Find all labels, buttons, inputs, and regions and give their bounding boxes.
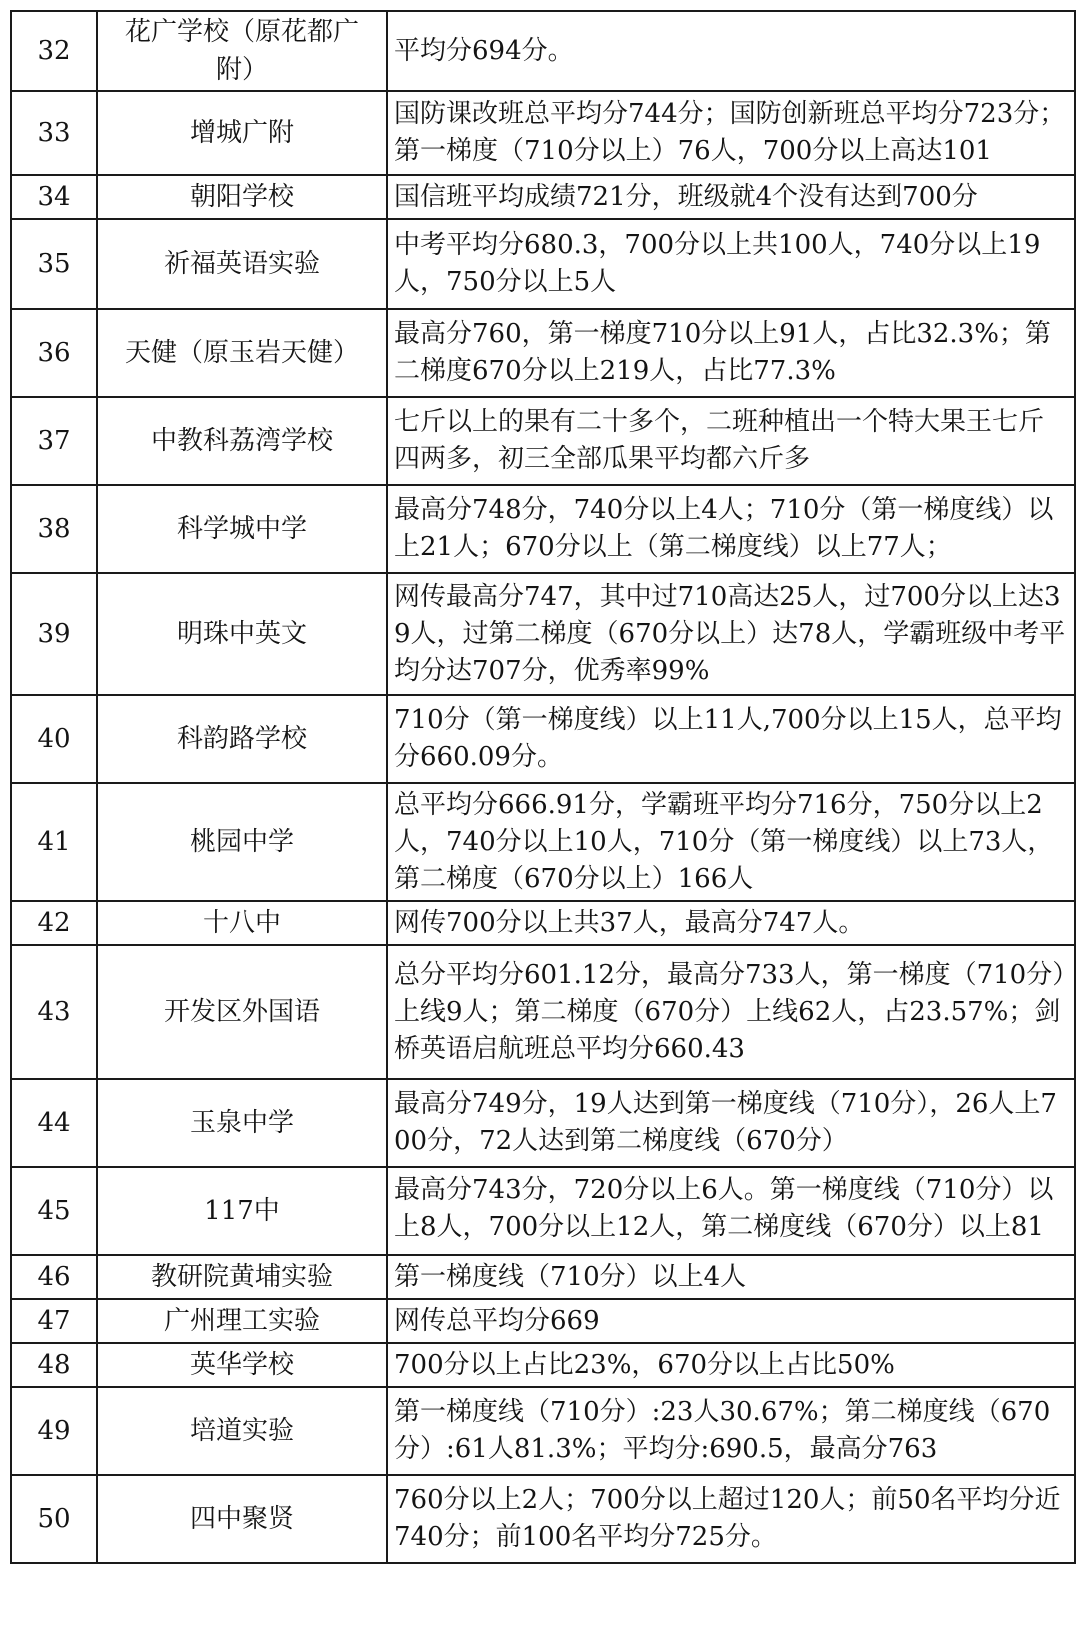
row-number: 37 <box>11 397 97 485</box>
row-number: 38 <box>11 485 97 573</box>
score-detail-text: 网传最高分747，其中过710高达25人，过700分以上达39人，过第二梯度（670分以上）达78人，学霸班级中考平均分达707分，优秀率99% <box>394 581 1066 686</box>
score-detail-text: 总平均分666.91分，学霸班平均分716分，750分以上2人，740分以上10人，710分（第一梯度线）以上73人，第二梯度（670分以上）166人 <box>394 789 1054 894</box>
school-name: 十八中 <box>97 901 387 945</box>
table-row <box>11 219 1075 309</box>
score-detail-text: 平均分694分。 <box>394 35 574 66</box>
score-detail <box>387 1167 1075 1255</box>
school-name: 117中 <box>97 1167 387 1255</box>
table-row <box>11 1387 1075 1475</box>
score-detail-text: 国防课改班总平均分744分；国防创新班总平均分723分；第一梯度（710分以上）76人，700分以上高达101 <box>394 99 1066 166</box>
score-detail <box>387 91 1075 175</box>
row-number: 46 <box>11 1255 97 1299</box>
row-number: 33 <box>11 91 97 175</box>
score-detail-text: 网传700分以上共37人，最高分747人。 <box>394 907 865 938</box>
table-row <box>11 1167 1075 1255</box>
table-row <box>11 175 1075 219</box>
row-number: 40 <box>11 695 97 783</box>
score-detail-text: 第一梯度线（710分）:23人30.67%；第二梯度线（670分）:61人81.3%；平均分:690.5，最高分763 <box>394 1397 1051 1464</box>
school-name: 天健（原玉岩天健） <box>97 309 387 397</box>
table-row <box>11 695 1075 783</box>
school-name: 四中聚贤 <box>97 1475 387 1563</box>
score-detail <box>387 1475 1075 1563</box>
school-score-table <box>10 10 1076 1564</box>
school-name: 广州理工实验 <box>97 1299 387 1343</box>
score-detail <box>387 901 1075 945</box>
score-detail <box>387 1079 1075 1167</box>
score-detail <box>387 397 1075 485</box>
score-detail <box>387 573 1075 695</box>
score-detail <box>387 219 1075 309</box>
score-detail <box>387 783 1075 901</box>
table-row <box>11 783 1075 901</box>
row-number: 35 <box>11 219 97 309</box>
score-detail <box>387 309 1075 397</box>
score-detail-text: 最高分748分，740分以上4人；710分（第一梯度线）以上21人；670分以上（第二梯度线）以上77人； <box>394 495 1054 562</box>
table-row <box>11 309 1075 397</box>
table-row <box>11 1475 1075 1563</box>
school-name: 玉泉中学 <box>97 1079 387 1167</box>
table-row <box>11 485 1075 573</box>
row-number: 48 <box>11 1343 97 1387</box>
row-number: 36 <box>11 309 97 397</box>
score-table-container <box>10 10 1074 1564</box>
score-detail-text: 700分以上占比23%，670分以上占比50% <box>394 1349 895 1380</box>
table-row <box>11 1299 1075 1343</box>
school-name: 中教科荔湾学校 <box>97 397 387 485</box>
row-number: 34 <box>11 175 97 219</box>
score-detail <box>387 1387 1075 1475</box>
row-number: 47 <box>11 1299 97 1343</box>
score-detail <box>387 945 1075 1079</box>
row-number: 45 <box>11 1167 97 1255</box>
table-row <box>11 1079 1075 1167</box>
score-detail-text: 最高分760，第一梯度710分以上91人，占比32.3%；第二梯度670分以上219人，占比77.3% <box>394 319 1051 386</box>
row-number: 42 <box>11 901 97 945</box>
score-detail <box>387 1255 1075 1299</box>
school-name: 科韵路学校 <box>97 695 387 783</box>
table-row <box>11 901 1075 945</box>
table-row <box>11 945 1075 1079</box>
school-name: 祈福英语实验 <box>97 219 387 309</box>
score-detail <box>387 485 1075 573</box>
score-detail <box>387 1343 1075 1387</box>
table-row <box>11 397 1075 485</box>
row-number: 49 <box>11 1387 97 1475</box>
score-detail <box>387 175 1075 219</box>
row-number: 32 <box>11 11 97 91</box>
score-detail <box>387 1299 1075 1343</box>
score-detail-text: 最高分743分，720分以上6人。第一梯度线（710分）以上8人，700分以上12人，第二梯度线（670分）以上81 <box>394 1175 1054 1242</box>
row-number: 39 <box>11 573 97 695</box>
score-detail-text: 网传总平均分669 <box>394 1305 600 1336</box>
school-name: 增城广附 <box>97 91 387 175</box>
score-detail-text: 总分平均分601.12分，最高分733人，第一梯度（710分）上线9人；第二梯度（670分）上线62人，占23.57%；剑桥英语启航班总平均分660.43 <box>394 959 1066 1064</box>
school-name: 教研院黄埔实验 <box>97 1255 387 1299</box>
score-detail-text: 七斤以上的果有二十多个，二班种植出一个特大果王七斤四两多，初三全部瓜果平均都六斤多 <box>394 407 1045 474</box>
score-detail <box>387 11 1075 91</box>
school-name: 培道实验 <box>97 1387 387 1475</box>
table-row <box>11 573 1075 695</box>
score-detail-text: 最高分749分，19人达到第一梯度线（710分），26人上700分，72人达到第二梯度线（670分） <box>394 1089 1057 1156</box>
row-number: 44 <box>11 1079 97 1167</box>
score-detail <box>387 695 1075 783</box>
score-detail-text: 710分（第一梯度线）以上11人,700分以上15人，总平均分660.09分。 <box>394 705 1062 772</box>
score-detail-text: 第一梯度线（710分）以上4人 <box>394 1261 747 1292</box>
score-detail-text: 中考平均分680.3，700分以上共100人，740分以上19人，750分以上5人 <box>394 230 1041 297</box>
table-row <box>11 91 1075 175</box>
row-number: 43 <box>11 945 97 1079</box>
row-number: 50 <box>11 1475 97 1563</box>
school-name: 桃园中学 <box>97 783 387 901</box>
school-name: 花广学校（原花都广附） <box>97 11 387 91</box>
table-row <box>11 11 1075 91</box>
score-detail-text: 760分以上2人；700分以上超过120人；前50名平均分近740分；前100名平均分725分。 <box>394 1485 1061 1552</box>
school-name: 英华学校 <box>97 1343 387 1387</box>
score-detail-text: 国信班平均成绩721分，班级就4个没有达到700分 <box>394 181 978 212</box>
school-name: 明珠中英文 <box>97 573 387 695</box>
school-name: 开发区外国语 <box>97 945 387 1079</box>
table-row <box>11 1255 1075 1299</box>
school-name: 科学城中学 <box>97 485 387 573</box>
row-number: 41 <box>11 783 97 901</box>
table-row <box>11 1343 1075 1387</box>
school-name: 朝阳学校 <box>97 175 387 219</box>
